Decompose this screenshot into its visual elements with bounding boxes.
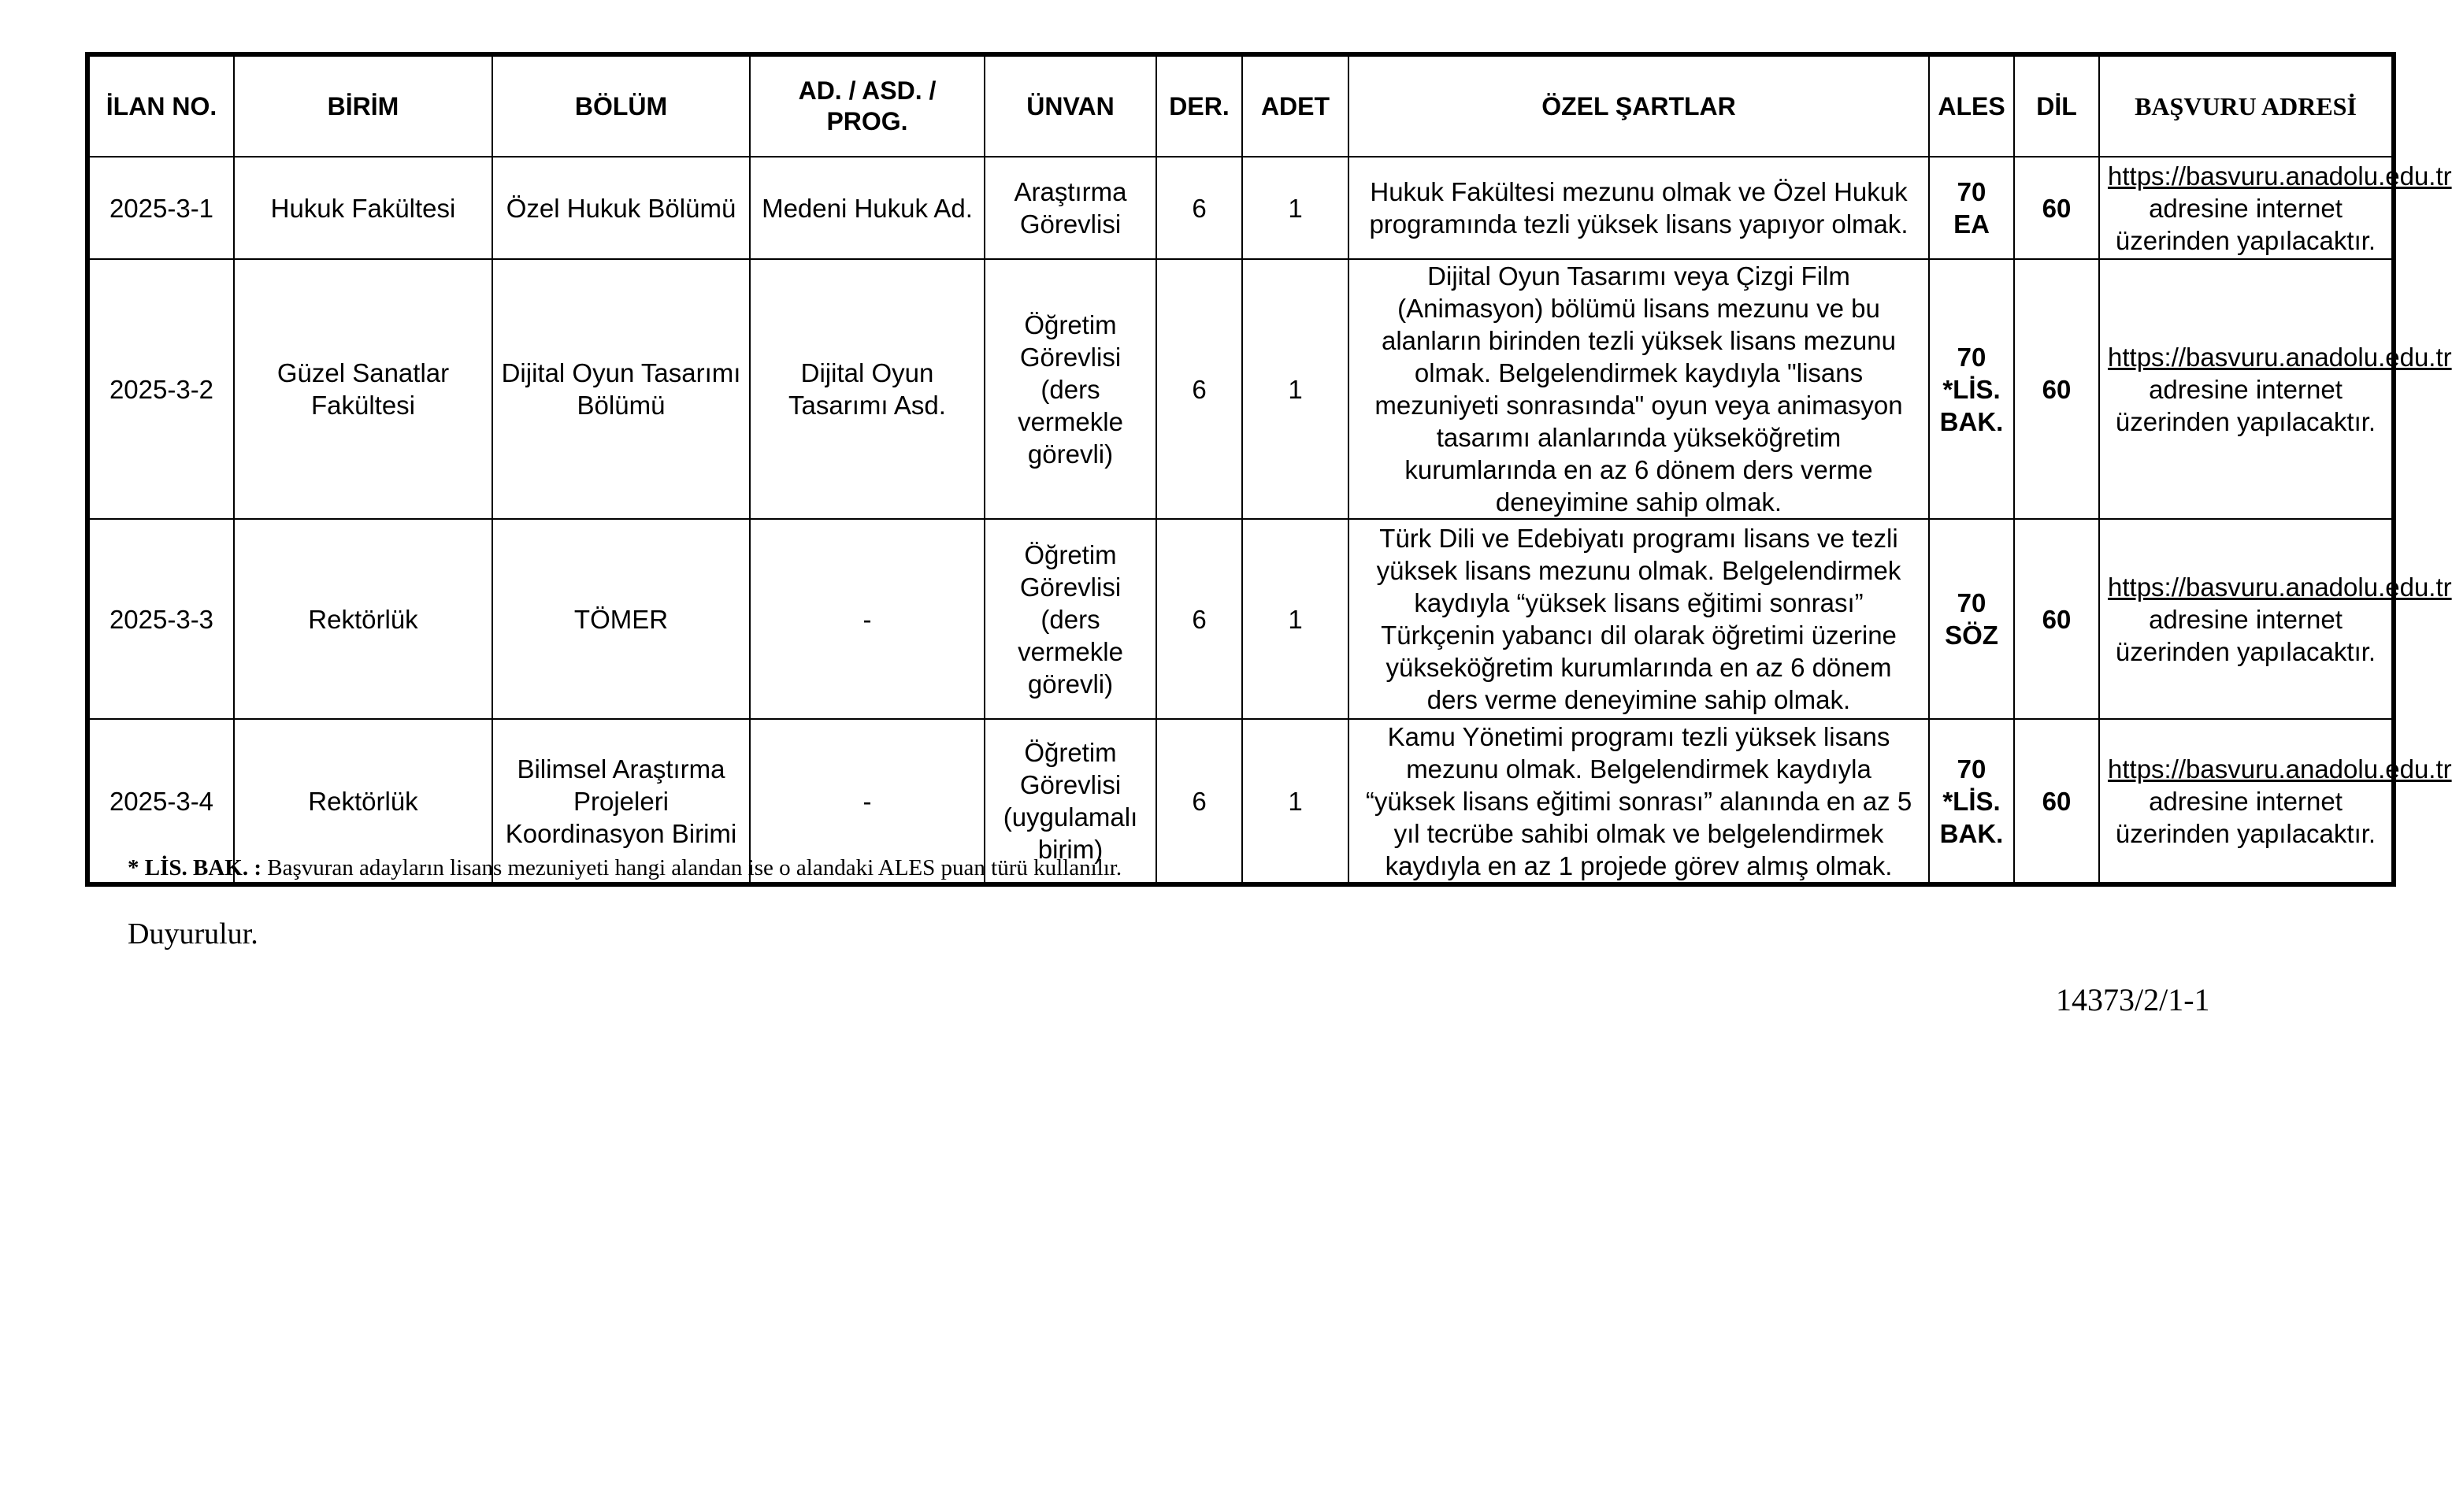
basvuru-link[interactable]: https://basvuru.anadolu.edu.tr: [2108, 161, 2452, 191]
header-ozel-sartlar: ÖZEL ŞARTLAR: [1348, 54, 1929, 157]
ad-asd-prog-cell: -: [750, 519, 985, 719]
birim-cell: Hukuk Fakültesi: [234, 157, 492, 259]
ales-tur: SÖZ: [1945, 621, 1998, 650]
header-ales: ALES: [1929, 54, 2014, 157]
basvuru-adresi-cell: [2099, 719, 2452, 884]
ad-asd-prog-cell: -: [750, 719, 985, 884]
ilan-no-cell: 2025-3-1: [87, 157, 234, 259]
header-basvuru-adresi: BAŞVURU ADRESİ: [2099, 54, 2394, 157]
ozel-sartlar-cell: Kamu Yönetimi programı tezli yüksek lisans mezunu olmak. Belgelendirmek kaydıyla “yüksek lisans eğitimi sonrası” alanında en az 5 yıl tecrübe sahibi olmak ve belgelendirmek kaydıyla en az 1 projede görev almış olmak.: [1348, 719, 1929, 884]
header-dil: DİL: [2014, 54, 2099, 157]
basvuru-link[interactable]: https://basvuru.anadolu.edu.tr: [2108, 572, 2452, 602]
footnote-label: * LİS. BAK. :: [128, 855, 262, 880]
ales-cell: [1929, 519, 2014, 719]
ad-asd-prog-cell: Medeni Hukuk Ad.: [750, 157, 985, 259]
basvuru-text: adresine internet üzerinden yapılacaktır.: [2115, 374, 2376, 436]
bolum-cell: Dijital Oyun Tasarımı Bölümü: [492, 259, 750, 519]
ales-tur: EA: [1953, 209, 1990, 239]
bolum-cell: TÖMER: [492, 519, 750, 719]
table-row: [87, 259, 2394, 519]
adet-cell: 1: [1242, 719, 1348, 884]
header-ilan-no: İLAN NO.: [87, 54, 234, 157]
basvuru-adresi-cell: [2099, 157, 2452, 259]
header-bolum: BÖLÜM: [492, 54, 750, 157]
bolum-cell: Özel Hukuk Bölümü: [492, 157, 750, 259]
ales-cell: [1929, 157, 2014, 259]
ales-cell: [1929, 259, 2014, 519]
ales-puan: 70: [1957, 588, 1986, 617]
ales-tur: *LİS. BAK.: [1939, 374, 2004, 436]
header-der: DER.: [1156, 54, 1242, 157]
ilan-no-cell: 2025-3-2: [87, 259, 234, 519]
header-adet: ADET: [1242, 54, 1348, 157]
der-cell: 6: [1156, 719, 1242, 884]
ilan-no-cell: 2025-3-3: [87, 519, 234, 719]
footnote: [128, 852, 1122, 884]
birim-cell: Rektörlük: [234, 719, 492, 884]
footnote-text: Başvuran adayların lisans mezuniyeti hangi alandan ise o alandaki ALES puan türü kullanılır.: [267, 855, 1122, 880]
ales-puan: 70: [1957, 342, 1986, 372]
ozel-sartlar-cell: Dijital Oyun Tasarımı veya Çizgi Film (Animasyon) bölümü lisans mezunu ve bu alanların birinden tezli yüksek lisans mezunu olmak. Belgelendirmek kaydıyla "lisans mezuniyeti sonrasında" oyun veya animasyon tasarımı alanlarında yükseköğretim kurumlarında en az 6 dönem ders verme deneyimine sahip olmak.: [1348, 259, 1929, 519]
dil-cell: 60: [2014, 259, 2099, 519]
birim-cell: Güzel Sanatlar Fakültesi: [234, 259, 492, 519]
unvan-cell: Araştırma Görevlisi: [985, 157, 1156, 259]
ales-tur: *LİS. BAK.: [1939, 786, 2004, 848]
basvuru-adresi-cell: [2099, 519, 2452, 719]
basvuru-text: adresine internet üzerinden yapılacaktır.: [2115, 604, 2376, 666]
ales-puan: 70: [1957, 754, 1986, 784]
dil-cell: 60: [2014, 519, 2099, 719]
table-row: [87, 157, 2394, 259]
header-birim: BİRİM: [234, 54, 492, 157]
ozel-sartlar-cell: Türk Dili ve Edebiyatı programı lisans ve tezli yüksek lisans mezunu olmak. Belgelendirmek kaydıyla “yüksek lisans eğitimi sonrası” Türkçenin yabancı dil olarak öğretimi üzerine yükseköğretim kurumlarında en az 6 dönem ders verme deneyimine sahip olmak.: [1348, 519, 1929, 719]
der-cell: 6: [1156, 519, 1242, 719]
ales-cell: [1929, 719, 2014, 884]
announcement-table: [85, 52, 2452, 887]
header-ad-asd-prog: AD. / ASD. / PROG.: [750, 54, 985, 157]
ad-asd-prog-cell: Dijital Oyun Tasarımı Asd.: [750, 259, 985, 519]
dil-cell: 60: [2014, 719, 2099, 884]
header-unvan: ÜNVAN: [985, 54, 1156, 157]
table-row: [87, 519, 2394, 719]
closing-text: Duyurulur.: [128, 917, 258, 951]
bolum-cell: Bilimsel Araştırma Projeleri Koordinasyon Birimi: [492, 719, 750, 884]
unvan-cell: Öğretim Görevlisi (uygulamalı birim): [985, 719, 1156, 884]
basvuru-link[interactable]: https://basvuru.anadolu.edu.tr: [2108, 754, 2452, 784]
ilan-no-cell: 2025-3-4: [87, 719, 234, 884]
ales-puan: 70: [1957, 177, 1986, 206]
adet-cell: 1: [1242, 259, 1348, 519]
adet-cell: 1: [1242, 519, 1348, 719]
basvuru-text: adresine internet üzerinden yapılacaktır.: [2115, 193, 2376, 255]
unvan-cell: Öğretim Görevlisi (ders vermekle görevli): [985, 259, 1156, 519]
dil-cell: 60: [2014, 157, 2099, 259]
birim-cell: Rektörlük: [234, 519, 492, 719]
der-cell: 6: [1156, 157, 1242, 259]
basvuru-text: adresine internet üzerinden yapılacaktır.: [2115, 786, 2376, 848]
adet-cell: 1: [1242, 157, 1348, 259]
der-cell: 6: [1156, 259, 1242, 519]
table-header-row: [87, 54, 2394, 157]
basvuru-link[interactable]: https://basvuru.anadolu.edu.tr: [2108, 342, 2452, 372]
ozel-sartlar-cell: Hukuk Fakültesi mezunu olmak ve Özel Hukuk programında tezli yüksek lisans yapıyor olmak.: [1348, 157, 1929, 259]
document-number: 14373/2/1-1: [2056, 982, 2210, 1017]
basvuru-adresi-cell: [2099, 259, 2452, 519]
unvan-cell: Öğretim Görevlisi (ders vermekle görevli): [985, 519, 1156, 719]
